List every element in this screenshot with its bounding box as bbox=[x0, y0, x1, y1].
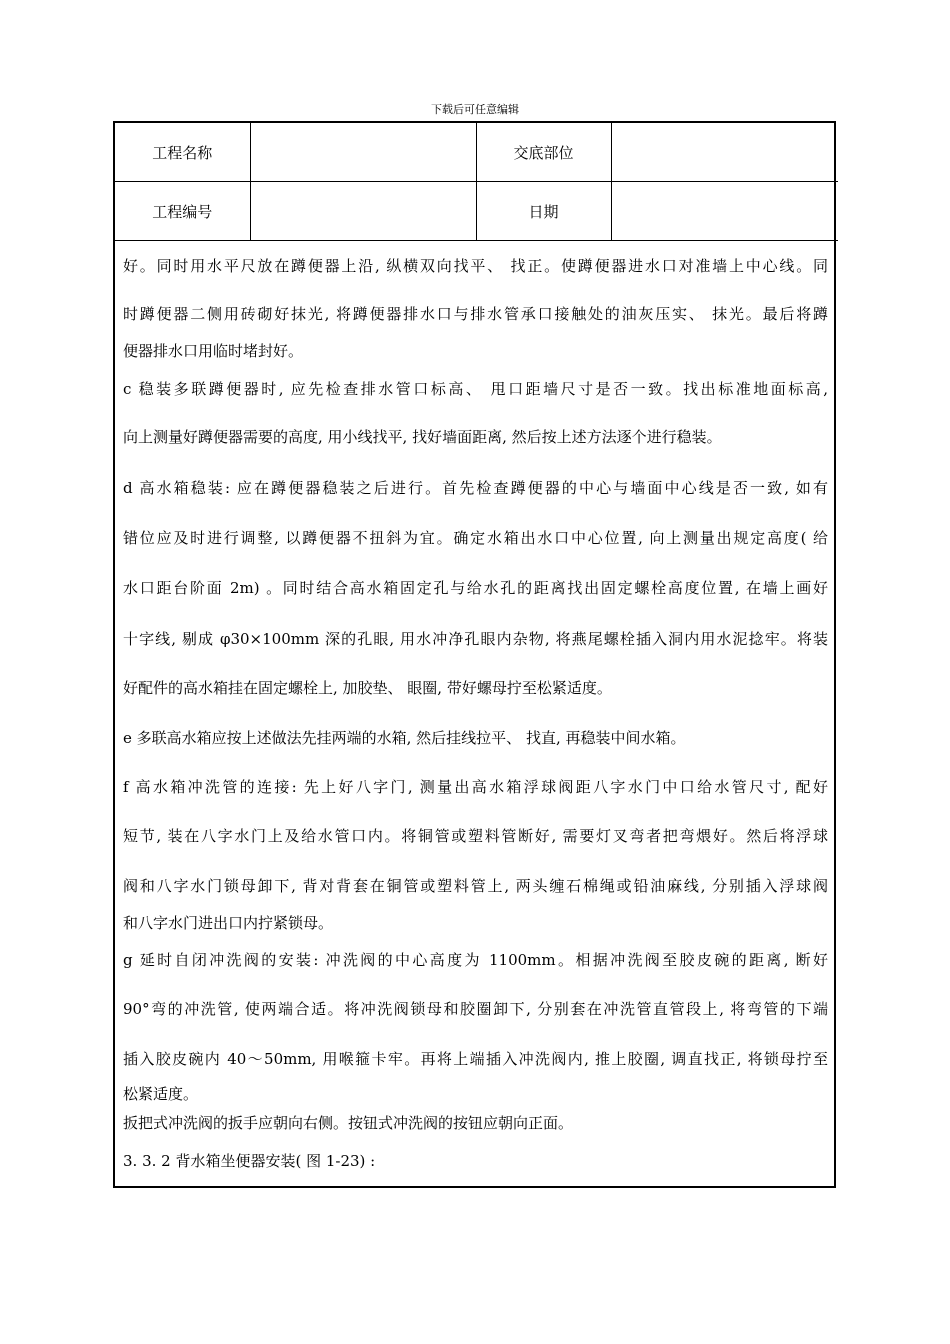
body-line: f 高水箱冲洗管的连接: 先上好八字门, 测量出高水箱浮球阀距八字水门中口给水管尺寸, 配好 bbox=[123, 778, 828, 796]
info-table bbox=[115, 123, 838, 241]
body-line: 松紧适度。 bbox=[123, 1085, 199, 1103]
body-line: 插入胶皮碗内 40～50mm, 用喉箍卡牢。再将上端插入冲洗阀内, 推上胶圈, 调直找正, 将锁母拧至 bbox=[123, 1050, 828, 1068]
body-line: 水口距台阶面 2m) 。同时结合高水箱固定孔与给水孔的距离找出固定螺栓高度位置, 在墙上画好 bbox=[123, 579, 828, 597]
body-line: 十字线, 剔成 φ30×100mm 深的孔眼, 用水冲净孔眼内杂物, 将燕尾螺栓插入洞内用水泥捻牢。将装 bbox=[123, 630, 828, 648]
date-label: 日期 bbox=[476, 182, 611, 241]
body-line: 阀和八字水门锁母卸下, 背对背套在铜管或塑料管上, 两头缠石棉绳或铅油麻线, 分别插入浮球阀 bbox=[123, 877, 828, 895]
handover-sheet bbox=[113, 121, 836, 1188]
project-no-label: 工程编号 bbox=[115, 182, 250, 241]
project-name-label: 工程名称 bbox=[115, 123, 250, 182]
info-row-1 bbox=[115, 123, 838, 182]
body-line: 便器排水口用临时堵封好。 bbox=[123, 342, 304, 360]
body-line: 向上测量好蹲便器需要的高度, 用小线找平, 找好墙面距离, 然后按上述方法逐个进行稳装。 bbox=[123, 428, 722, 446]
body-line: 短节, 装在八字水门上及给水管口内。将铜管或塑料管断好, 需要灯叉弯者把弯煨好。然后将浮球 bbox=[123, 827, 828, 845]
handover-part-label: 交底部位 bbox=[476, 123, 611, 182]
header-note: 下载后可任意编辑 bbox=[431, 103, 519, 116]
body-line: d 高水箱稳装: 应在蹲便器稳装之后进行。首先检查蹲便器的中心与墙面中心线是否一致, 如有 bbox=[123, 479, 828, 497]
body-line: 90°弯的冲洗管, 使两端合适。将冲洗阀锁母和胶圈卸下, 分别套在冲洗管直管段上, 将弯管的下端 bbox=[123, 1000, 828, 1018]
body-line: g 延时自闭冲洗阀的安装: 冲洗阀的中心高度为 1100mm。相据冲洗阀至胶皮碗的距离, 断好 bbox=[123, 951, 828, 969]
handover-part-value bbox=[611, 123, 838, 182]
body-line: 好。同时用水平尺放在蹲便器上沿, 纵横双向找平、 找正。使蹲便器进水口对准墙上中心线。同 bbox=[123, 257, 828, 275]
body-line: 和八字水门进出口内拧紧锁母。 bbox=[123, 914, 334, 932]
body-line: 3. 3. 2 背水箱坐便器安装( 图 1-23) : bbox=[123, 1152, 376, 1170]
body-line: 扳把式冲洗阀的扳手应朝向右侧。按钮式冲洗阀的按钮应朝向正面。 bbox=[123, 1114, 574, 1132]
info-row-2 bbox=[115, 182, 838, 241]
project-no-value bbox=[250, 182, 476, 241]
body-line: c 稳装多联蹲便器时, 应先检查排水管口标高、 甩口距墙尺寸是否一致。找出标准地面标高, bbox=[123, 380, 828, 398]
body-line: e 多联高水箱应按上述做法先挂两端的水箱, 然后挂线拉平、 找直, 再稳装中间水箱。 bbox=[123, 729, 686, 747]
project-name-value bbox=[250, 123, 476, 182]
body-line: 错位应及时进行调整, 以蹲便器不扭斜为宜。确定水箱出水口中心位置, 向上测量出规定高度( 给 bbox=[123, 529, 828, 547]
date-value bbox=[611, 182, 838, 241]
body-line: 时蹲便器二侧用砖砌好抹光, 将蹲便器排水口与排水管承口接触处的油灰压实、 抹光。最后将蹲 bbox=[123, 305, 828, 323]
body-line: 好配件的高水箱挂在固定螺栓上, 加胶垫、 眼圈, 带好螺母拧至松紧适度。 bbox=[123, 679, 612, 697]
